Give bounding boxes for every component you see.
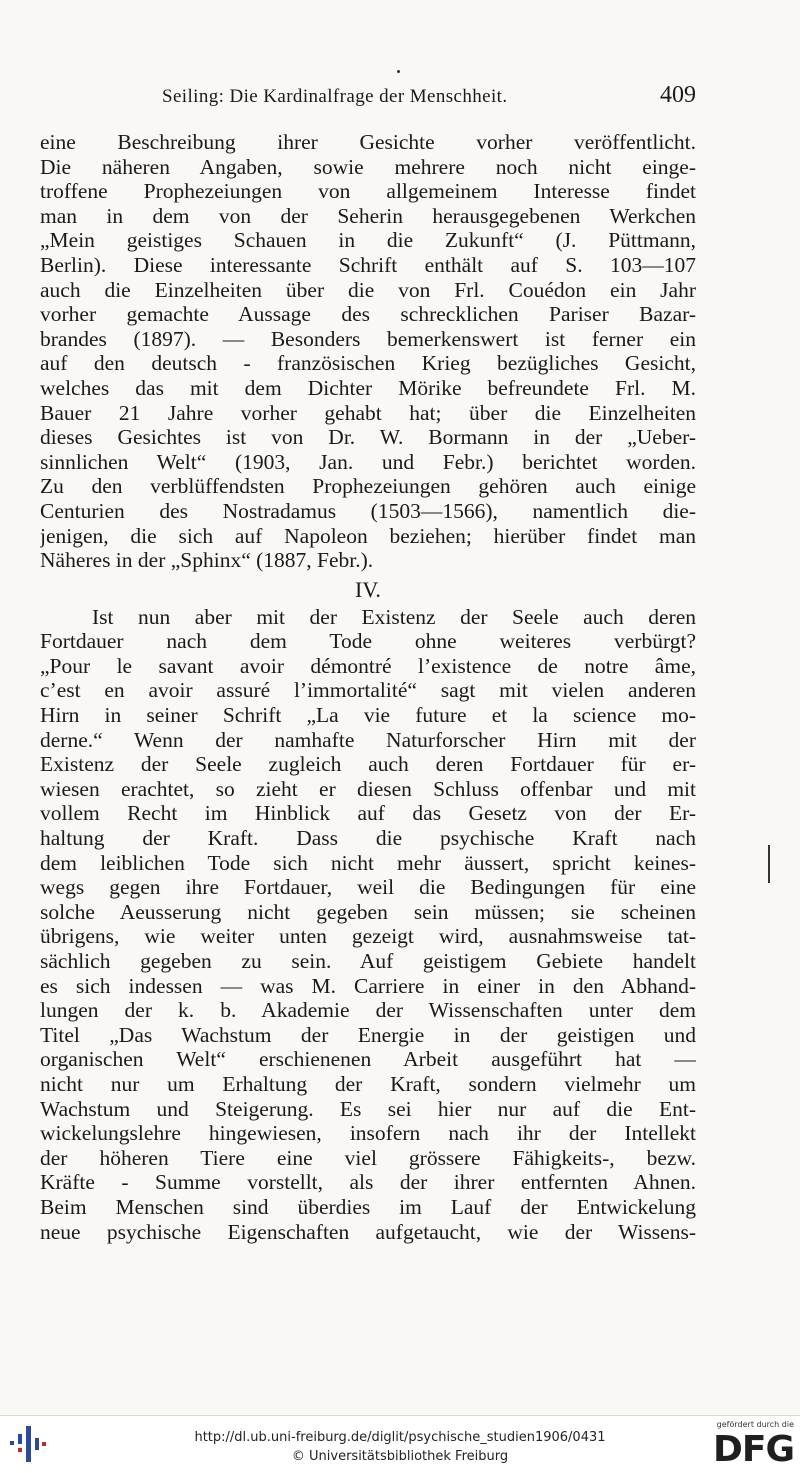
- text-line: c’est en avoir assuré l’immortalité“ sagt mit vielen anderen: [40, 678, 696, 703]
- text-line: auch die Einzelheiten über die von Frl. Couédon ein Jahr: [40, 277, 696, 302]
- text-line: Beim Menschen sind überdies im Lauf der Entwickelung: [40, 1194, 696, 1219]
- text-line: Berlin). Diese interessante Schrift enthält auf S. 103—107: [40, 252, 696, 277]
- text-line: Bauer 21 Jahre vorher gehabt hat; über die Einzelheiten: [40, 400, 696, 425]
- text-line: Näheres in der „Sphinx“ (1887, Febr.).: [40, 548, 374, 573]
- text-line: „Mein geistiges Schauen in die Zukunft“ (J. Püttmann,: [40, 228, 696, 253]
- text-line: wiesen erachtet, so zieht er diesen Schluss offenbar und mit: [40, 776, 696, 801]
- text-line: man in dem von der Seherin herausgegebenen Werkchen: [40, 203, 696, 228]
- text-line: jenigen, die sich auf Napoleon beziehen; hierüber findet man: [40, 523, 696, 548]
- text-line: solche Aeusserung nicht gegeben sein müssen; sie scheinen: [40, 899, 696, 924]
- dfg-caption: gefördert durch die: [716, 1420, 794, 1429]
- text-line: wegs gegen ihre Fortdauer, weil die Bedingungen für eine: [40, 875, 696, 900]
- text-line: Titel „Das Wachstum der Energie in der geistigen und: [40, 1022, 696, 1047]
- text-line: übrigens, wie weiter unten gezeigt wird, ausnahmsweise tat-: [40, 924, 696, 949]
- text-line: Die näheren Angaben, sowie mehrere noch nicht einge-: [40, 154, 696, 179]
- text-line: sinnlichen Welt“ (1903, Jan. und Febr.) berichtet worden.: [40, 449, 696, 474]
- text-line: haltung der Kraft. Dass die psychische Kraft nach: [40, 826, 696, 851]
- text-line: welches das mit dem Dichter Mörike befreundete Frl. M.: [40, 375, 696, 400]
- text-line: der höheren Tiere eine viel grössere Fähigkeits-, bezw.: [40, 1145, 696, 1170]
- text-line: dieses Gesichtes ist von Dr. W. Bormann in der „Ueber-: [40, 425, 696, 450]
- text-line: Ist nun aber mit der Existenz der Seele auch deren: [92, 604, 696, 629]
- text-line: organischen Welt“ erschienenen Arbeit ausgeführt hat —: [40, 1047, 696, 1072]
- text-line: vorher gemachte Aussage des schrecklichen Pariser Bazar-: [40, 302, 696, 327]
- text-line: „Pour le savant avoir démontré l’existence de notre âme,: [40, 653, 696, 678]
- text-line: Wachstum und Steigerung. Es sei hier nur auf die Ent-: [40, 1096, 696, 1121]
- text-line: Fortdauer nach dem Tode ohne weiteres verbürgt?: [40, 629, 696, 654]
- text-line: neue psychische Eigenschaften aufgetaucht, wie der Wissens-: [40, 1219, 696, 1244]
- copyright-notice: © Universitätsbibliothek Freiburg: [291, 1449, 509, 1464]
- dfg-wordmark: DFG: [712, 1429, 794, 1470]
- body-text: [40, 130, 696, 1244]
- text-line: troffene Prophezeiungen von allgemeinem Interesse findet: [40, 179, 696, 204]
- dfg-logo[interactable]: [708, 1420, 794, 1470]
- text-line: Centurien des Nostradamus (1503—1566), namentlich die-: [40, 498, 696, 523]
- section-heading: IV.: [355, 576, 381, 602]
- text-line: brandes (1897). — Besonders bemerkenswert ist ferner ein: [40, 326, 696, 351]
- text-line: sächlich gegeben zu sein. Auf geistigem Gebiete handelt: [40, 949, 696, 973]
- text-line: eine Beschreibung ihrer Gesichte vorher veröffentlicht.: [40, 130, 696, 154]
- text-line: Hirn in seiner Schrift „La vie future et la science mo-: [40, 703, 696, 728]
- text-line: wickelungslehre hingewiesen, insofern nach ihr der Intellekt: [40, 1121, 696, 1146]
- text-line: lungen der k. b. Akademie der Wissenschaften unter dem: [40, 998, 696, 1023]
- running-title: Seiling: Die Kardinalfrage der Menschheit.: [162, 86, 508, 107]
- text-line: Zu den verblüffendsten Prophezeiungen gehören auch einige: [40, 474, 696, 499]
- text-line: derne.“ Wenn der namhafte Naturforscher Hirn mit der: [40, 727, 696, 752]
- printer-dot: [397, 70, 400, 73]
- text-line: es sich indessen — was M. Carriere in einer in den Abhand-: [40, 973, 696, 998]
- text-line: dem leiblichen Tode sich nicht mehr äussert, spricht keines-: [40, 850, 696, 875]
- document-url-link[interactable]: http://dl.ub.uni-freiburg.de/diglit/psychische_studien1906/0431: [194, 1430, 606, 1445]
- text-line: Kräfte - Summe vorstellt, als der ihrer entfernten Ahnen.: [40, 1170, 696, 1195]
- viewer-footer: [0, 1415, 800, 1473]
- page-number: 409: [660, 82, 696, 108]
- text-line: vollem Recht im Hinblick auf das Gesetz von der Er-: [40, 801, 696, 826]
- text-line: nicht nur um Erhaltung der Kraft, sondern vielmehr um: [40, 1071, 696, 1096]
- text-line: Existenz der Seele zugleich auch deren Fortdauer für er-: [40, 752, 696, 777]
- text-line: auf den deutsch - französischen Krieg bezügliches Gesicht,: [40, 351, 696, 376]
- margin-mark: [768, 845, 770, 883]
- running-head: [40, 82, 696, 114]
